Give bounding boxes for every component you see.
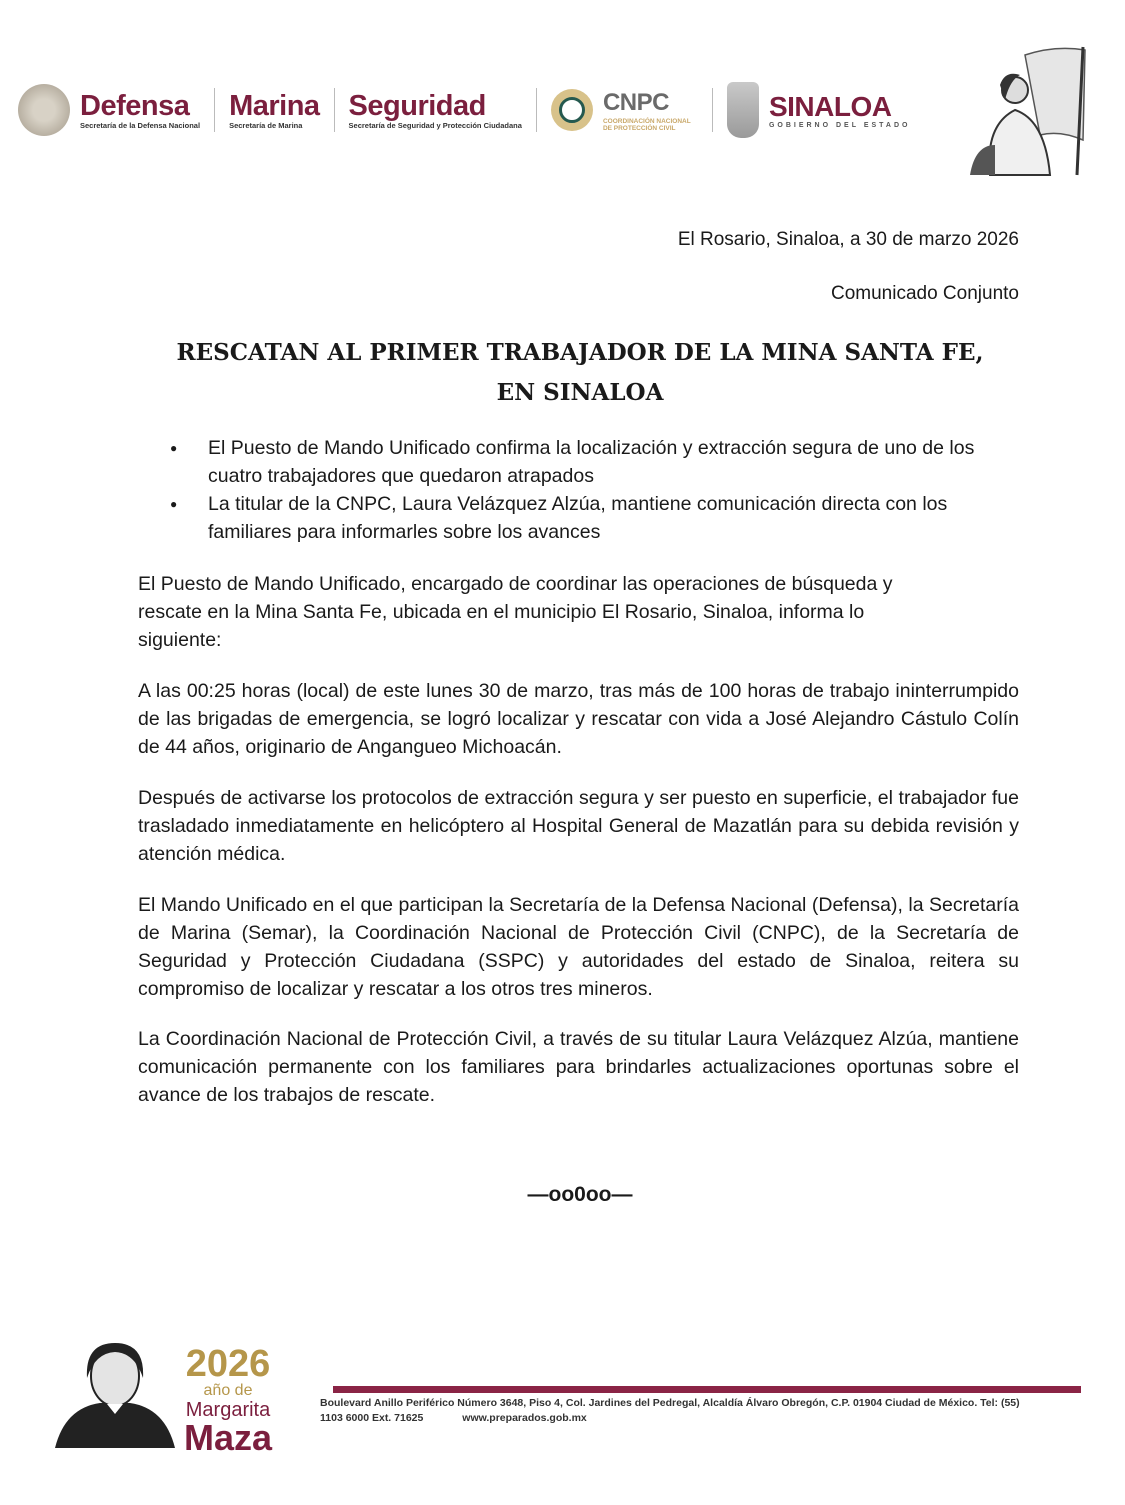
paragraph: El Puesto de Mando Unificado, encargado de coordinar las operaciones de búsqueda y rescate en la Mina Santa Fe, ubicada en el municipio El Rosario, Sinaloa, informa lo siguiente:	[138, 573, 893, 651]
place-date: El Rosario, Sinaloa, a 30 de marzo 2026	[677, 229, 1019, 250]
paragraph: A las 00:25 horas (local) de este lunes 30 de marzo, tras más de 100 horas de trabajo ininterrumpido de las brigadas de emergencia, se logró localizar y rescatar con vida a José Alejandro Cástulo Colín de 44 años, originario de Angangueo Michoacán.	[138, 680, 1019, 758]
logo-seguridad: Seguridad Secretaría de Seguridad y Protección Ciudadana	[348, 89, 522, 130]
footer-bar	[333, 1386, 1081, 1393]
logo-cnpc: CNPC COORDINACIÓN NACIONAL DE PROTECCIÓN CIVIL	[602, 89, 691, 132]
paragraph: Después de activarse los protocolos de extracción segura y ser puesto en superficie, el trabajador fue trasladado inmediatamente en helicóptero al Hospital General de Mazatlán para su debida revisión y atención médica.	[138, 787, 1019, 865]
logo-defensa: Defensa Secretaría de la Defensa Nacional	[80, 89, 201, 130]
list-item: ● El Puesto de Mando Unificado confirma la localización y extracción segura de uno de los cuatro trabajadores que quedaron atrapados	[170, 434, 1018, 490]
closing-mark: —oo0oo—	[527, 1183, 633, 1206]
list-item: ● La titular de la CNPC, Laura Velázquez Alzúa, mantiene comunicación directa con los familiares para informarles sobre los avances	[170, 490, 1018, 546]
woman-with-flag-illustration	[965, 45, 1090, 180]
divider	[712, 88, 713, 132]
footer-address: Boulevard Anillo Periférico Número 3648, Piso 4, Col. Jardines del Pedregal, Alcaldía Álvaro Obregón, C.P. 01904 Ciudad de México. Tel: (55) 1103 6000 Ext. 71625 www.preparados.gob.mx	[320, 1397, 1020, 1424]
header-logos	[18, 78, 920, 142]
highlights-list	[170, 434, 1030, 546]
divider	[334, 88, 335, 132]
national-seal-icon	[18, 84, 70, 136]
website-link[interactable]: www.preparados.gob.mx	[462, 1412, 587, 1424]
logo-sinaloa: SINALOA GOBIERNO DEL ESTADO	[768, 90, 911, 129]
divider	[214, 88, 215, 132]
divider	[536, 88, 537, 132]
logo-marina: Marina Secretaría de Marina	[229, 89, 320, 130]
margarita-maza-portrait	[55, 1338, 175, 1448]
paragraph: La Coordinación Nacional de Protección Civil, a través de su titular Laura Velázquez Alzúa, mantiene comunicación permanente con los familiares para brindarles actualizaciones oportunas sobre el avance de los trabajos de rescate.	[138, 1028, 1019, 1106]
sinaloa-crest-icon	[727, 82, 759, 138]
cnpc-emblem-icon	[551, 89, 593, 131]
document-type: Comunicado Conjunto	[830, 283, 1019, 304]
page-title: RESCATAN AL PRIMER TRABAJADOR DE LA MINA SANTA FE, EN SINALOA	[176, 339, 984, 406]
year-badge: 2026 año de Margarita Maza	[183, 1343, 273, 1458]
paragraph: El Mando Unificado en el que participan la Secretaría de la Defensa Nacional (Defensa), la Secretaría de Marina (Semar), la Coordinación Nacional de Protección Civil (CNPC), de la Secretaría de Seguridad y Protección Ciudadana (SSPC) y autoridades del estado de Sinaloa, reitera su compromiso de localizar y rescatar a los otros tres mineros.	[138, 894, 1019, 1000]
